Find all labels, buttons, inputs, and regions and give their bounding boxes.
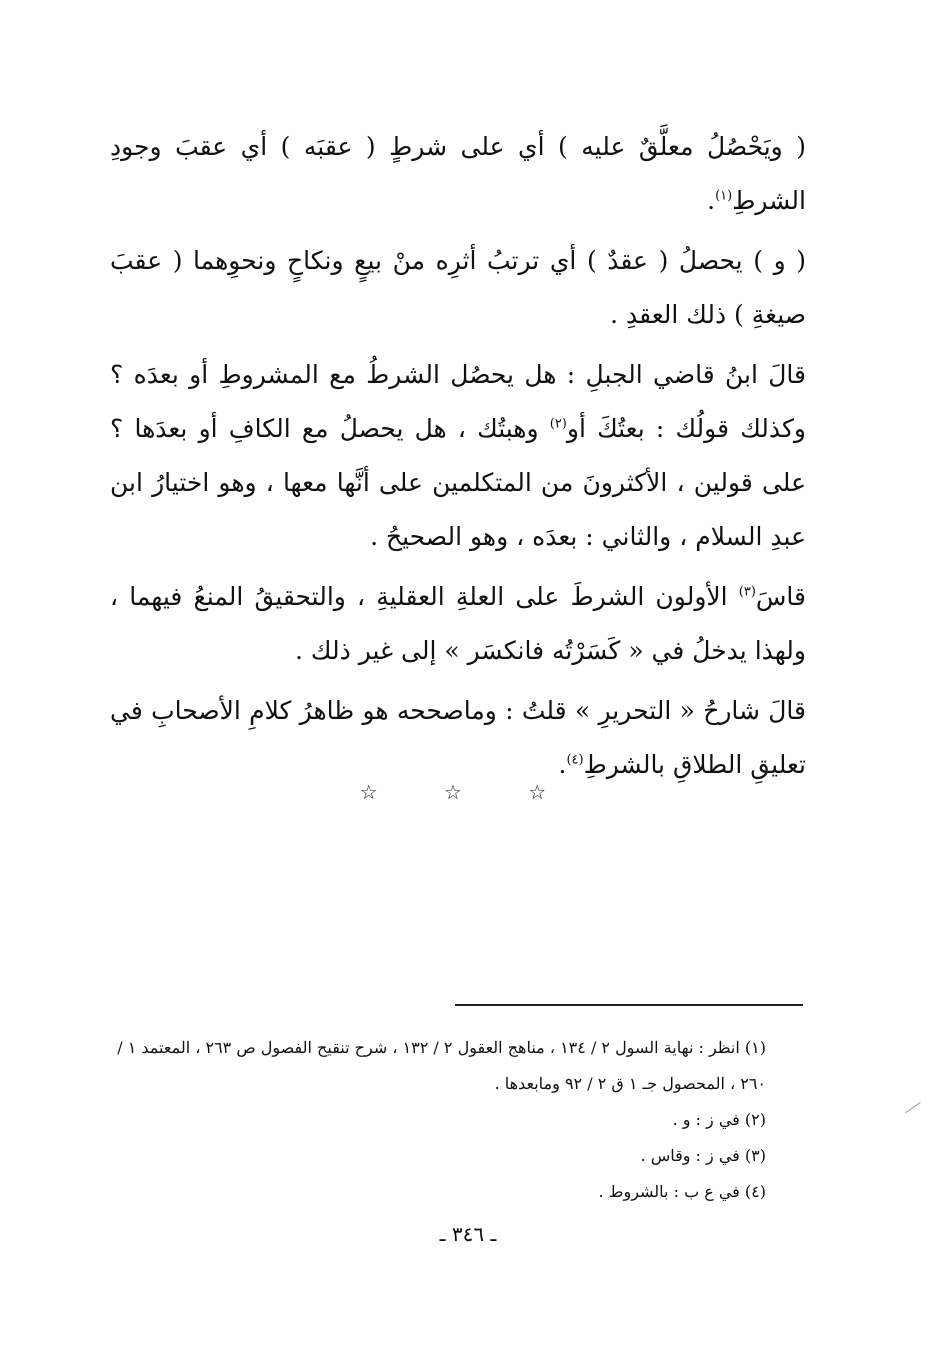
main-text — [110, 120, 806, 798]
footnote-ref-2: (٢) — [549, 416, 567, 432]
footnote-ref-1: (١) — [715, 188, 733, 204]
footnote-3: (٣) في ز : وقاس . — [640, 1146, 766, 1165]
footnote-1: (١) انظر : نهاية السول ٢ / ١٣٤ ، مناهج العقول ٢ / ١٣٢ ، شرح تنقيح الفصول ص ٢٦٣ ، المعتمد ١ / ٢٦٠ ، المحصول جـ ١ ق ٢ / ٩٢ ومابعدها . — [117, 1038, 766, 1093]
paragraph-2: ( و ) يحصلُ ( عقدٌ ) أي ترتبُ أثرِه منْ بيعٍ ونكاحٍ ونحوِهما ( عقبَ صيغةِ ) ذلك العقدِ . — [110, 246, 806, 329]
section-separator-stars: ☆ ☆ ☆ — [359, 780, 577, 804]
paragraph-3: قالَ ابنُ قاضي الجبلِ : هل يحصُل الشرطُ مع المشروطِ أو بعدَه ؟ وكذلك قولُك : بعتُكَ أو$^{(٢)}$ وهبتُك ، هل يحصلُ مع الكافِ أو بعدَها ؟ على قولين ، الأكثرونَ من المتكلمين على أنَّها معها ، وهو اختيارُ ابن عبدِ السلام ، والثاني : بعدَه ، وهو الصحيحُ . — [110, 360, 806, 551]
margin-mark — [905, 1102, 920, 1113]
paragraph-5: قالَ شارحُ « التحريرِ » قلتُ : وماصححه هو ظاهرُ كلامِ الأصحابِ في تعليقِ الطلاقِ بالشرطِ$^{(٤)}$. — [110, 696, 806, 779]
footnote-ref-4: (٤) — [566, 752, 584, 768]
footnote-4: (٤) في ع ب : بالشروط . — [598, 1182, 766, 1201]
page-number: ـ ٣٤٦ ـ — [439, 1222, 497, 1246]
footnote-divider — [455, 1004, 803, 1006]
footnote-2: (٢) في ز : و . — [672, 1110, 766, 1129]
paragraph-1: ( ويَحْصُلُ معلَّقٌ عليه ) أي على شرطٍ ( عقبَه ) أي عقبَ وجودِ الشرطِ$^{(١)}$. — [110, 132, 806, 215]
footnote-ref-3: (٣) — [738, 584, 756, 600]
paragraph-4: قاسَ$^{(٣)}$ الأولون الشرطَ على العلةِ العقليةِ ، والتحقيقُ المنعُ فيهما ، ولهذا يدخلُ في « كَسَرْتُه فانكسَر » إلى غير ذلك . — [110, 582, 806, 665]
footnotes — [110, 1030, 806, 1210]
